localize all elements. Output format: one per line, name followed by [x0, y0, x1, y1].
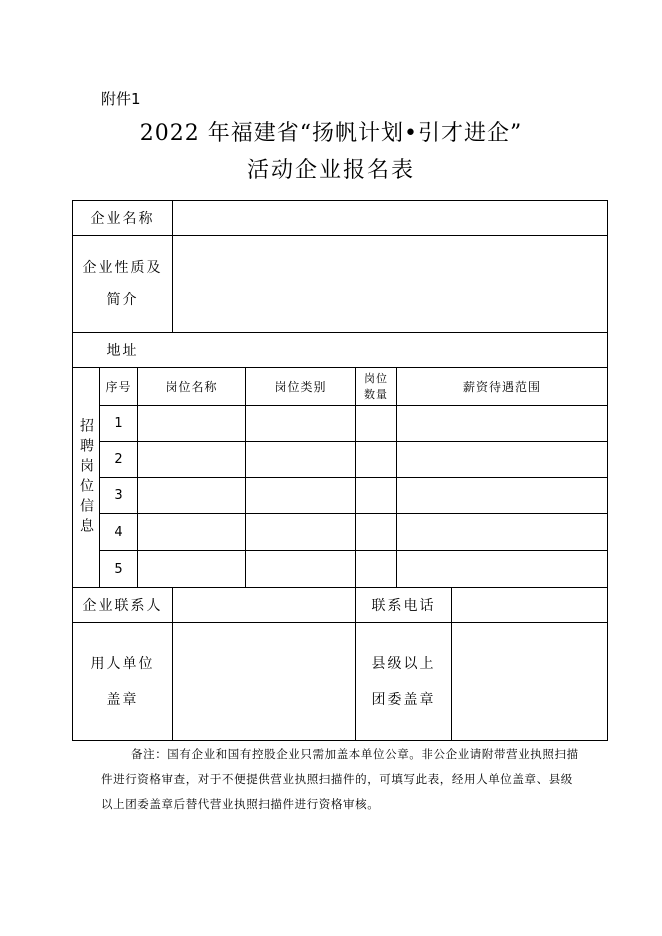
attachment-label: 附件1: [101, 90, 141, 108]
recruitment-info-label: 招聘岗位信息: [78, 417, 94, 538]
employer-seal-field[interactable]: [173, 623, 355, 740]
league-seal-label: [356, 623, 451, 740]
row-number: 3: [114, 488, 123, 503]
company-nature-label: [73, 236, 172, 332]
page-title: 2022 年福建省“扬帆计划•引才进企”: [139, 121, 523, 146]
col-header-position-count: [356, 368, 396, 405]
employer-seal-label-line1: 用人单位: [90, 655, 155, 672]
address-field[interactable]: [173, 333, 607, 367]
col-header-salary-range: 薪资待遇范围: [462, 380, 541, 394]
league-seal-label-line1: 县级以上: [371, 655, 436, 672]
league-seal-label-line2: 团委盖章: [371, 691, 436, 708]
company-name-field[interactable]: [173, 201, 607, 235]
contact-person-label: 企业联系人: [82, 598, 163, 614]
page-subtitle: 活动企业报名表: [246, 158, 415, 183]
contact-person-field[interactable]: [173, 588, 355, 622]
row-number: 1: [114, 416, 123, 431]
employer-seal-label: [73, 623, 172, 740]
company-nature-field[interactable]: [173, 236, 607, 332]
row-number: 4: [114, 524, 123, 540]
col-header-index: 序号: [105, 380, 132, 394]
employer-seal-label-line2: 盖章: [106, 691, 139, 708]
row-number: 5: [114, 561, 123, 577]
col-header-position-type: 岗位类别: [274, 380, 327, 394]
col-header-position-name: 岗位名称: [165, 380, 218, 394]
contact-phone-label: 联系电话: [371, 598, 436, 614]
league-seal-field[interactable]: [452, 623, 607, 740]
company-nature-label-line2: 简介: [106, 292, 139, 308]
company-name-label: 企业名称: [90, 211, 155, 227]
company-nature-label-line1: 企业性质及: [82, 260, 163, 276]
note-text: 备注：国有企业和国有控股企业只需加盖本单位公章。非公企业请附带营业执照扫描件进行资格审查，对于不便提供营业执照扫描件的，可填写此表，经用人单位盖章、县级以上团委盖章后替代营业执照扫描件进行资格审核。: [101, 747, 579, 811]
col-header-position-count-line2: 数量: [364, 387, 388, 401]
address-label: 地址: [106, 343, 139, 359]
contact-phone-field[interactable]: [452, 588, 607, 622]
row-number: 2: [114, 452, 123, 467]
col-header-position-count-line1: 岗位: [364, 371, 388, 385]
